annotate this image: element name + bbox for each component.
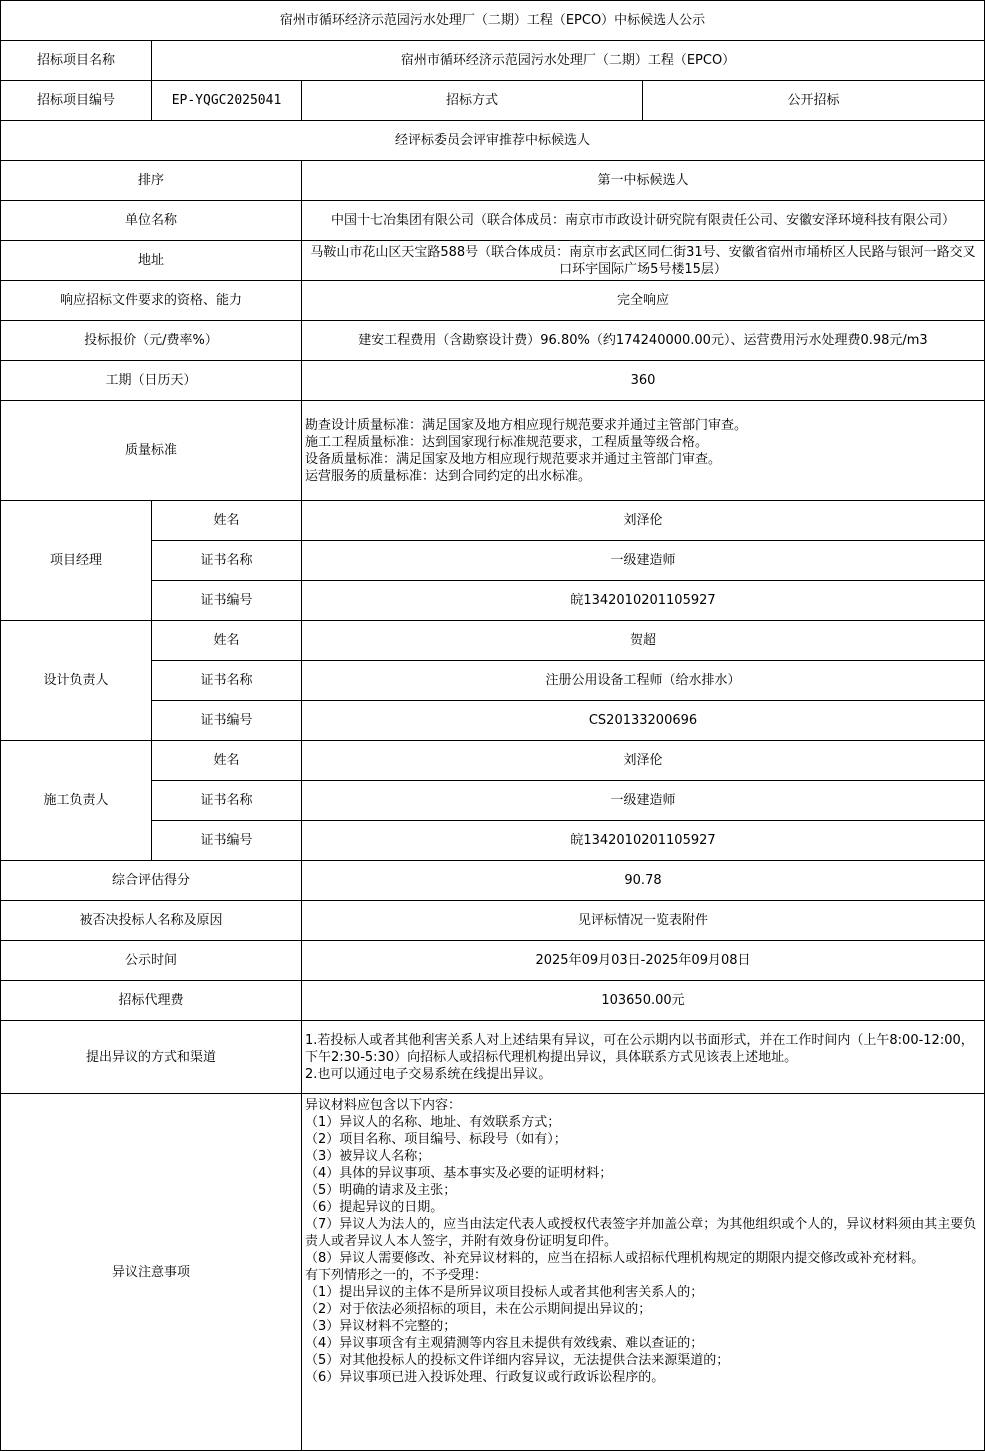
rejected-bidders-value: 见评标情况一览表附件 [302, 901, 985, 941]
design-cert-no-label: 证书编号 [152, 701, 302, 741]
project-code-value: EP-YQGC2025041 [152, 81, 302, 121]
construction-cert-no-label: 证书编号 [152, 821, 302, 861]
qualification-label: 响应招标文件要求的资格、能力 [1, 281, 302, 321]
pm-cert-name-label: 证书名称 [152, 541, 302, 581]
design-cert-name-label: 证书名称 [152, 661, 302, 701]
rank-value: 第一中标候选人 [302, 161, 985, 201]
project-name-label: 招标项目名称 [1, 41, 152, 81]
section-heading: 经评标委员会评审推荐中标候选人 [1, 121, 985, 161]
construction-name-value: 刘泽伦 [302, 741, 985, 781]
company-label: 单位名称 [1, 201, 302, 241]
pm-cert-no-value: 皖1342010201105927 [302, 581, 985, 621]
pm-cert-no-label: 证书编号 [152, 581, 302, 621]
design-cert-no-value: CS20133200696 [302, 701, 985, 741]
agency-fee-label: 招标代理费 [1, 981, 302, 1021]
address-value: 马鞍山市花山区天宝路588号（联合体成员：南京市玄武区同仁街31号、安徽省宿州市埇桥区人民路与银河一路交叉口环宇国际广场5号楼15层） [302, 241, 985, 281]
objection-notes-label: 异议注意事项 [1, 1094, 302, 1451]
construction-lead-label: 施工负责人 [1, 741, 152, 861]
project-code-label: 招标项目编号 [1, 81, 152, 121]
pm-name-label: 姓名 [152, 501, 302, 541]
rank-label: 排序 [1, 161, 302, 201]
tender-method-label: 招标方式 [302, 81, 643, 121]
notice-title: 宿州市循环经济示范园污水处理厂（二期）工程（EPCO）中标候选人公示 [1, 1, 985, 41]
publicity-period-value: 2025年09月03日-2025年09月08日 [302, 941, 985, 981]
publicity-period-label: 公示时间 [1, 941, 302, 981]
objection-notes-value: 异议材料应包含以下内容： （1）异议人的名称、地址、有效联系方式； （2）项目名称、项目编号、标段号（如有）； （3）被异议人名称； （4）具体的异议事项、基本事实及必要的证明材料； （5）明确的请求及主张； （6）提起异议的日期。 （7）异议人为法人的，应当由法定代表人或授权代表签字并加盖公章；为其他组织或个人的，异议材料须由其主要负责人或者异议人本人签字，并附有效身份证明复印件。 （8）异议人需要修改、补充异议材料的，应当在招标人或招标代理机构规定的期限内提交修改或补充材料。 有下列情形之一的，不予受理： （1）提出异议的主体不是所异议项目投标人或者其他利害关系人的； （2）对于依法必须招标的项目，未在公示期间提出异议的； （3）异议材料不完整的； （4）异议事项含有主观猜测等内容且未提供有效线索、难以查证的； （5）对其他投标人的投标文件详细内容异议，无法提供合法来源渠道的； （6）异议事项已进入投诉处理、行政复议或行政诉讼程序的。 [302, 1094, 985, 1451]
construction-cert-name-value: 一级建造师 [302, 781, 985, 821]
bid-price-label: 投标报价（元/费率%） [1, 321, 302, 361]
duration-label: 工期（日历天） [1, 361, 302, 401]
pm-cert-name-value: 一级建造师 [302, 541, 985, 581]
pm-label: 项目经理 [1, 501, 152, 621]
score-value: 90.78 [302, 861, 985, 901]
project-name-value: 宿州市循环经济示范园污水处理厂（二期）工程（EPCO） [152, 41, 985, 81]
objection-channel-label: 提出异议的方式和渠道 [1, 1021, 302, 1094]
tender-method-value: 公开招标 [643, 81, 985, 121]
design-lead-label: 设计负责人 [1, 621, 152, 741]
design-cert-name-value: 注册公用设备工程师（给水排水） [302, 661, 985, 701]
pm-name-value: 刘泽伦 [302, 501, 985, 541]
rejected-bidders-label: 被否决投标人名称及原因 [1, 901, 302, 941]
qualification-value: 完全响应 [302, 281, 985, 321]
design-name-value: 贺超 [302, 621, 985, 661]
design-name-label: 姓名 [152, 621, 302, 661]
bid-price-value: 建安工程费用（含勘察设计费）96.80%（约174240000.00元）、运营费用污水处理费0.98元/m3 [302, 321, 985, 361]
score-label: 综合评估得分 [1, 861, 302, 901]
agency-fee-value: 103650.00元 [302, 981, 985, 1021]
duration-value: 360 [302, 361, 985, 401]
construction-name-label: 姓名 [152, 741, 302, 781]
quality-value: 勘查设计质量标准：满足国家及地方相应现行规范要求并通过主管部门审查。 施工工程质量标准：达到国家现行标准规范要求，工程质量等级合格。 设备质量标准：满足国家及地方相应现行规范要求并通过主管部门审查。 运营服务的质量标准：达到合同约定的出水标准。 [302, 401, 985, 501]
objection-channel-value: 1.若投标人或者其他利害关系人对上述结果有异议，可在公示期内以书面形式，并在工作时间内（上午8:00-12:00，下午2:30-5:30）向招标人或招标代理机构提出异议，具体联系方式见该表上述地址。 2.也可以通过电子交易系统在线提出异议。 [302, 1021, 985, 1094]
quality-label: 质量标准 [1, 401, 302, 501]
address-label: 地址 [1, 241, 302, 281]
company-value: 中国十七冶集团有限公司（联合体成员：南京市市政设计研究院有限责任公司、安徽安泽环境科技有限公司） [302, 201, 985, 241]
construction-cert-name-label: 证书名称 [152, 781, 302, 821]
construction-cert-no-value: 皖1342010201105927 [302, 821, 985, 861]
